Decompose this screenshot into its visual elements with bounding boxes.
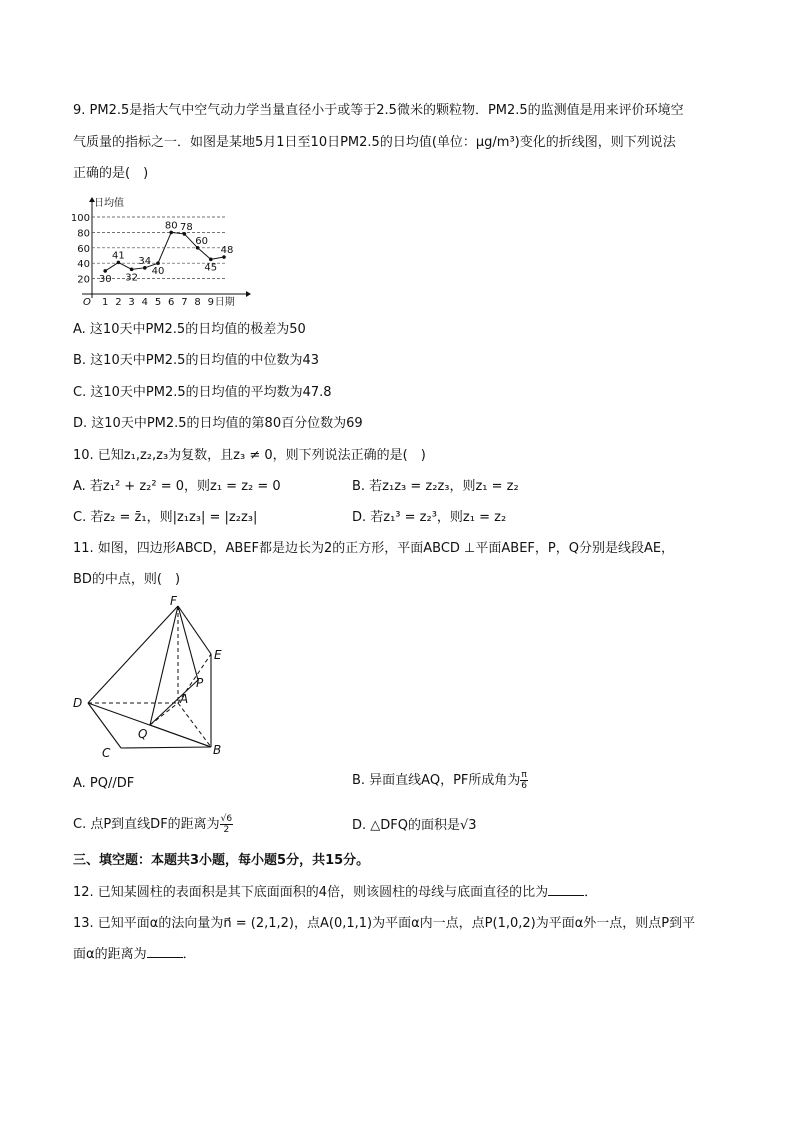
data-label: 40: [151, 266, 165, 278]
q10-option-b: B. 若z₁z₃ = z₂z₃，则z₁ = z₂: [352, 479, 519, 494]
edge-QB: [150, 725, 211, 747]
data-label: 41: [112, 250, 125, 262]
q13-stem-line1: 13. 已知平面α的法向量为n⃗ = (2,1,2)，点A(0,1,1)为平面α内一点，点P(1,0,2)为平面α外一点，则点P到平: [73, 916, 696, 931]
label-F: F: [170, 594, 177, 608]
q12-text: 12. 已知某圆柱的表面积是其下底面面积的4倍，则该圆柱的母线与底面直径的比为: [73, 885, 549, 900]
origin-label: O: [83, 297, 91, 308]
data-label: 60: [195, 235, 208, 247]
q11-option-b-denominator: 6: [521, 781, 527, 791]
data-point: [103, 269, 107, 273]
q11-option-c-numerator: √6: [220, 814, 233, 824]
x-tick-label: 9: [207, 297, 214, 308]
q9-option-b: B. 这10天中PM2.5的日均值的中位数为43: [73, 353, 319, 368]
data-point: [156, 261, 160, 265]
label-C: C: [102, 746, 111, 760]
q11-option-c-fraction: [220, 814, 233, 835]
data-label: 78: [180, 221, 193, 233]
q10-option-d: D. 若z₁³ = z₂³，则z₁ = z₂: [352, 510, 507, 525]
label-Q: Q: [138, 727, 148, 741]
edge-FP: [178, 606, 198, 680]
q11-option-b-fraction: [520, 770, 527, 791]
data-label: 32: [125, 272, 138, 284]
q9-stem-line3: 正确的是( ): [73, 166, 149, 181]
q11-option-c-denominator: 2: [223, 825, 230, 835]
x-tick-label: 3: [128, 297, 135, 308]
q13-end: ．: [182, 947, 196, 962]
label-B: B: [213, 743, 222, 757]
q11-option-a: A. PQ//DF: [73, 776, 135, 791]
q9-option-a: A. 这10天中PM2.5的日均值的极差为50: [73, 322, 306, 337]
q11-option-c-text: C. 点P到直线DF的距离为: [73, 817, 220, 832]
x-tick-label: 8: [194, 297, 201, 308]
q11-stem-line2: BD的中点，则( ): [73, 572, 181, 587]
x-tick-label: 7: [181, 297, 188, 308]
q11-option-b-numerator: π: [521, 770, 527, 780]
q11-option-b-text: B. 异面直线AQ，PF所成角为: [352, 773, 521, 788]
label-P: P: [196, 676, 204, 690]
q10-option-c: C. 若z₂ = z̄₁，则|z₁z₃| = |z₂z₃|: [73, 510, 258, 525]
edge-FE: [178, 606, 211, 654]
x-axis-arrow: [246, 291, 251, 297]
data-label: 30: [98, 273, 112, 285]
q9-stem-line1: 9. PM2.5是指大气中空气动力学当量直径小于或等于2.5微米的颗粒物．PM2.5的监测值是用来评价环境空: [73, 103, 684, 118]
q10-option-a: A. 若z₁² + z₂² = 0，则z₁ = z₂ = 0: [73, 479, 281, 494]
edge-FQ: [150, 606, 178, 725]
data-point: [130, 268, 134, 272]
data-label: 45: [204, 262, 218, 274]
y-tick-label: 40: [77, 259, 90, 271]
y-tick-label: 20: [77, 274, 90, 286]
x-axis-label: 日期: [214, 297, 235, 308]
q12-answer-blank[interactable]: [548, 883, 584, 896]
q13-answer-blank[interactable]: [147, 945, 183, 958]
data-label: 80: [164, 220, 178, 232]
q9-option-d: D. 这10天中PM2.5的日均值的第80百分位数为69: [73, 416, 363, 431]
q11-option-c: [73, 814, 233, 835]
label-A: A: [180, 692, 189, 706]
label-E: E: [214, 648, 222, 662]
y-tick-label: 80: [77, 228, 90, 240]
edge-DC: [88, 703, 121, 748]
edge-AB: [178, 703, 211, 747]
q13-text: 面α的距离为: [73, 947, 147, 962]
label-D: D: [73, 696, 83, 710]
q11-option-d: D. △DFQ的面积是√3: [352, 818, 477, 833]
data-label: 34: [138, 255, 152, 267]
x-tick-label: 4: [141, 297, 148, 308]
q12-stem: [73, 883, 597, 903]
x-tick-label: 1: [102, 297, 109, 308]
y-tick-label: 100: [70, 213, 90, 224]
q9-option-c: C. 这10天中PM2.5的日均值的平均数为47.8: [73, 385, 332, 400]
x-tick-label: 6: [168, 297, 175, 308]
edge-CB: [121, 747, 211, 748]
q13-stem-line2: [73, 945, 196, 965]
section-3-heading: 三、填空题：本题共3小题，每小题5分，共15分。: [73, 853, 370, 868]
data-point: [209, 258, 213, 262]
q10-stem: 10. 已知z₁,z₂,z₃为复数，且z₃ ≠ 0，则下列说法正确的是( ): [73, 448, 426, 463]
q11-solid-figure: [68, 592, 238, 762]
q12-end: ．: [584, 885, 598, 900]
y-tick-label: 60: [77, 243, 90, 255]
data-label: 48: [220, 245, 234, 257]
q9-stem-line2: 气质量的指标之一．如图是某地5月1日至10日PM2.5的日均值(单位：μg/m³)变化的折线图，则下列说法: [73, 135, 676, 150]
edge-FD: [88, 606, 178, 703]
x-tick-label: 2: [115, 297, 122, 308]
q11-option-b: [352, 770, 528, 791]
q11-stem-line1: 11. 如图，四边形ABCD，ABEF都是边长为2的正方形，平面ABCD ⊥平面ABEF，P，Q分别是线段AE，: [73, 541, 675, 556]
pm25-line-chart: [66, 196, 256, 308]
y-axis-label: 日均值: [94, 198, 124, 209]
x-tick-label: 5: [154, 297, 162, 308]
